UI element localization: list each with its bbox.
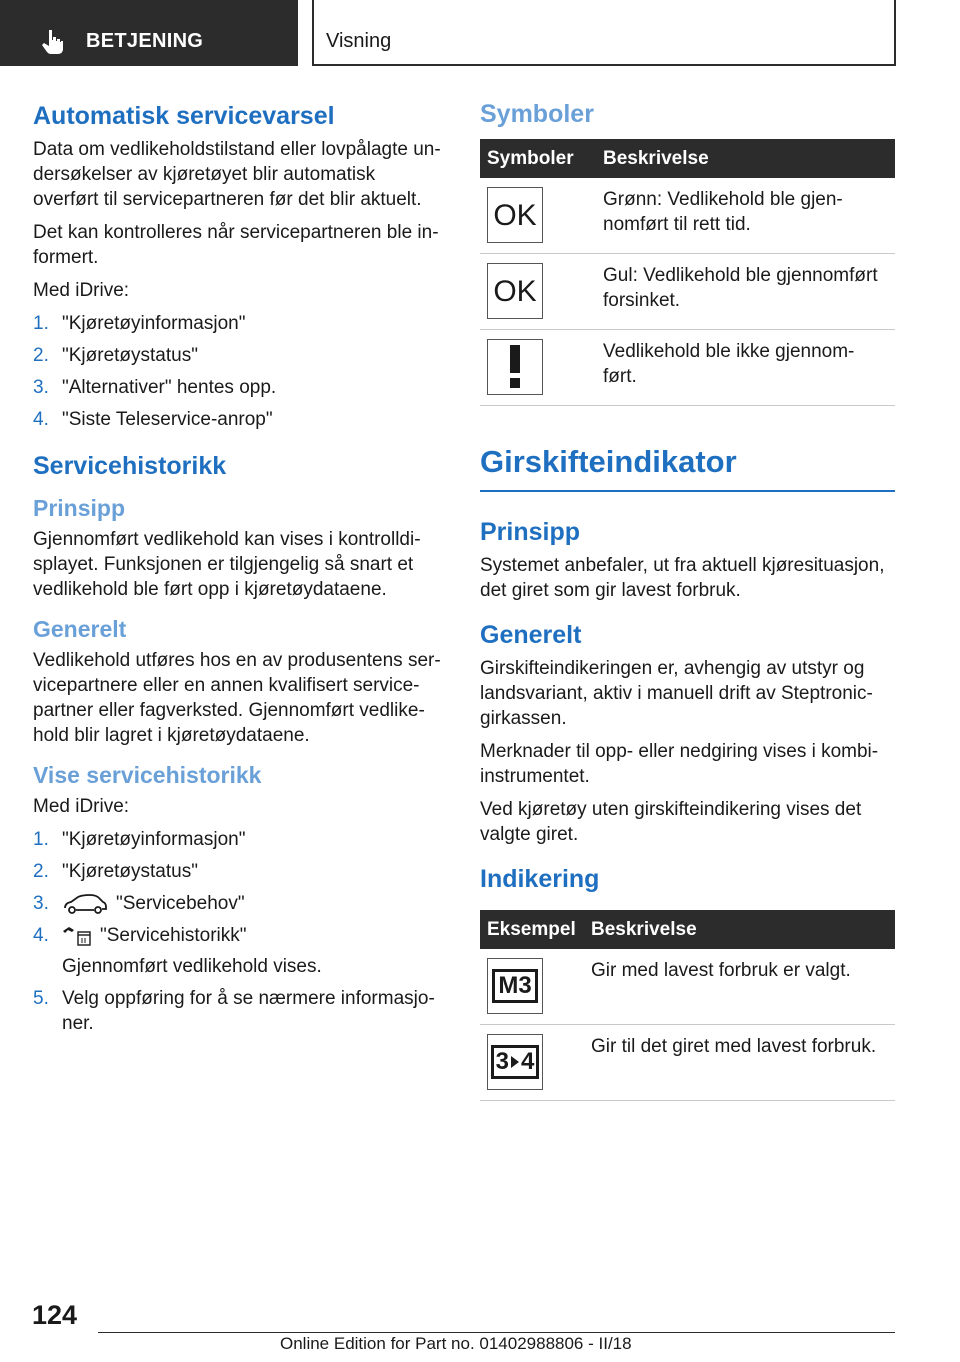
- list-item: 1. "Kjøretøyinformasjon": [33, 829, 246, 850]
- paragraph: Med iDrive:: [33, 280, 130, 301]
- gear-shift-3-to-4-icon: 3 4: [487, 1034, 543, 1090]
- hand-pointer-icon: [40, 28, 66, 54]
- heading-general: Generelt: [33, 616, 127, 642]
- heading-symbols: Symboler: [480, 100, 594, 128]
- chapter-tab: [312, 0, 896, 66]
- paragraph: Det kan kontrolleres når servicepartneren ble in-formert.: [33, 222, 439, 268]
- left-column: [33, 100, 443, 1044]
- heading-view-history: Vise servicehistorikk: [33, 762, 262, 788]
- section-tab: [0, 0, 298, 66]
- table-cell: Vedlikehold ble ikke gjennom-ført.: [596, 330, 895, 406]
- service-history-icon: [62, 925, 92, 947]
- list-item: 1. "Kjøretøyinformasjon": [33, 313, 246, 334]
- paragraph: Med iDrive:: [33, 796, 130, 817]
- ok-green-icon: OK: [487, 187, 543, 243]
- list-item: 2. "Kjøretøystatus": [33, 861, 198, 882]
- exclamation-icon: [487, 339, 543, 395]
- heading-indication: Indikering: [480, 865, 600, 893]
- heading-general: Generelt: [480, 621, 582, 649]
- heading-service-history: Servicehistorikk: [33, 452, 227, 480]
- table-cell: Grønn: Vedlikehold ble gjen-nomført til rett tid.: [596, 178, 895, 254]
- footer-divider: [98, 1332, 895, 1333]
- symbols-table: [480, 139, 895, 406]
- table-row: [480, 254, 895, 330]
- list-item: 3. "Alternativer" hentes opp.: [33, 377, 277, 398]
- table-header: Symboler: [480, 139, 596, 178]
- car-outline-icon: [62, 894, 108, 914]
- gear-m3-icon: M3: [487, 958, 543, 1014]
- heading-principle: Prinsipp: [33, 495, 126, 521]
- list-item: 2. "Kjøretøystatus": [33, 345, 198, 366]
- table-row: [480, 178, 895, 254]
- paragraph: Girskifteindikeringen er, avhengig av utstyr og landsvariant, aktiv i manuell drift av Steptronic-girkassen.: [480, 658, 873, 729]
- table-cell: Gir med lavest forbruk er valgt.: [584, 949, 895, 1025]
- table-header: Beskrivelse: [596, 139, 895, 178]
- table-row: [480, 330, 895, 406]
- table-header: Beskrivelse: [584, 910, 895, 949]
- page-number: 124: [32, 1300, 78, 1330]
- heading-gear-shift-indicator: Girskifteindikator: [480, 444, 895, 492]
- list-item: 4. "Servicehistorikk" Gjennomført vedlikehold vises.: [33, 923, 443, 979]
- list-item: 4. "Siste Teleservice-anrop": [33, 409, 273, 430]
- indication-table: [480, 910, 895, 1101]
- paragraph: Gjennomført vedlikehold kan vises i kontrolldi-splayet. Funksjonen er tilgjengelig så snart et vedlikehold ble ført opp i kjøretøydataene.: [33, 529, 421, 600]
- paragraph: Systemet anbefaler, ut fra aktuell kjøresituasjon, det giret som gir lavest forbruk.: [480, 555, 885, 601]
- ok-yellow-icon: OK: [487, 263, 543, 319]
- heading-principle: Prinsipp: [480, 518, 581, 546]
- list-item: 5. Velg oppføring for å se nærmere informasjo-ner.: [33, 988, 435, 1034]
- chapter-label: Visning: [326, 30, 392, 52]
- paragraph: Data om vedlikeholdstilstand eller lovpålagte un-dersøkelser av kjøretøyet blir automatisk overført til servicepartneren før det blir aktuelt.: [33, 139, 441, 210]
- step-result: Gjennomført vedlikehold vises.: [62, 956, 322, 977]
- table-cell: Gir til det giret med lavest forbruk.: [584, 1025, 895, 1101]
- table-row: [480, 1025, 895, 1101]
- list-item: 3. "Servicebehov": [33, 893, 245, 914]
- right-column: [480, 100, 895, 1101]
- table-cell: Gul: Vedlikehold ble gjennomført forsinket.: [596, 254, 895, 330]
- table-row: [480, 949, 895, 1025]
- paragraph: Vedlikehold utføres hos en av produsentens ser-vicepartnere eller en annen kvalifisert service-partner eller fagverksted. Gjennomført vedlike-hold blir lagret i kjøretøydataene.: [33, 650, 441, 746]
- steps-list: [33, 827, 443, 1036]
- section-label: BETJENING: [86, 30, 204, 52]
- table-header: Eksempel: [480, 910, 584, 949]
- paragraph: Merknader til opp- eller nedgiring vises i kombi-instrumentet.: [480, 741, 879, 787]
- page-header: [0, 0, 960, 66]
- footer-edition: Online Edition for Part no. 01402988806 - II/18: [280, 1334, 632, 1353]
- heading-automatic-service: Automatisk servicevarsel: [33, 102, 335, 130]
- paragraph: Ved kjøretøy uten girskifteindikering vises det valgte giret.: [480, 799, 862, 845]
- steps-list: [33, 311, 443, 432]
